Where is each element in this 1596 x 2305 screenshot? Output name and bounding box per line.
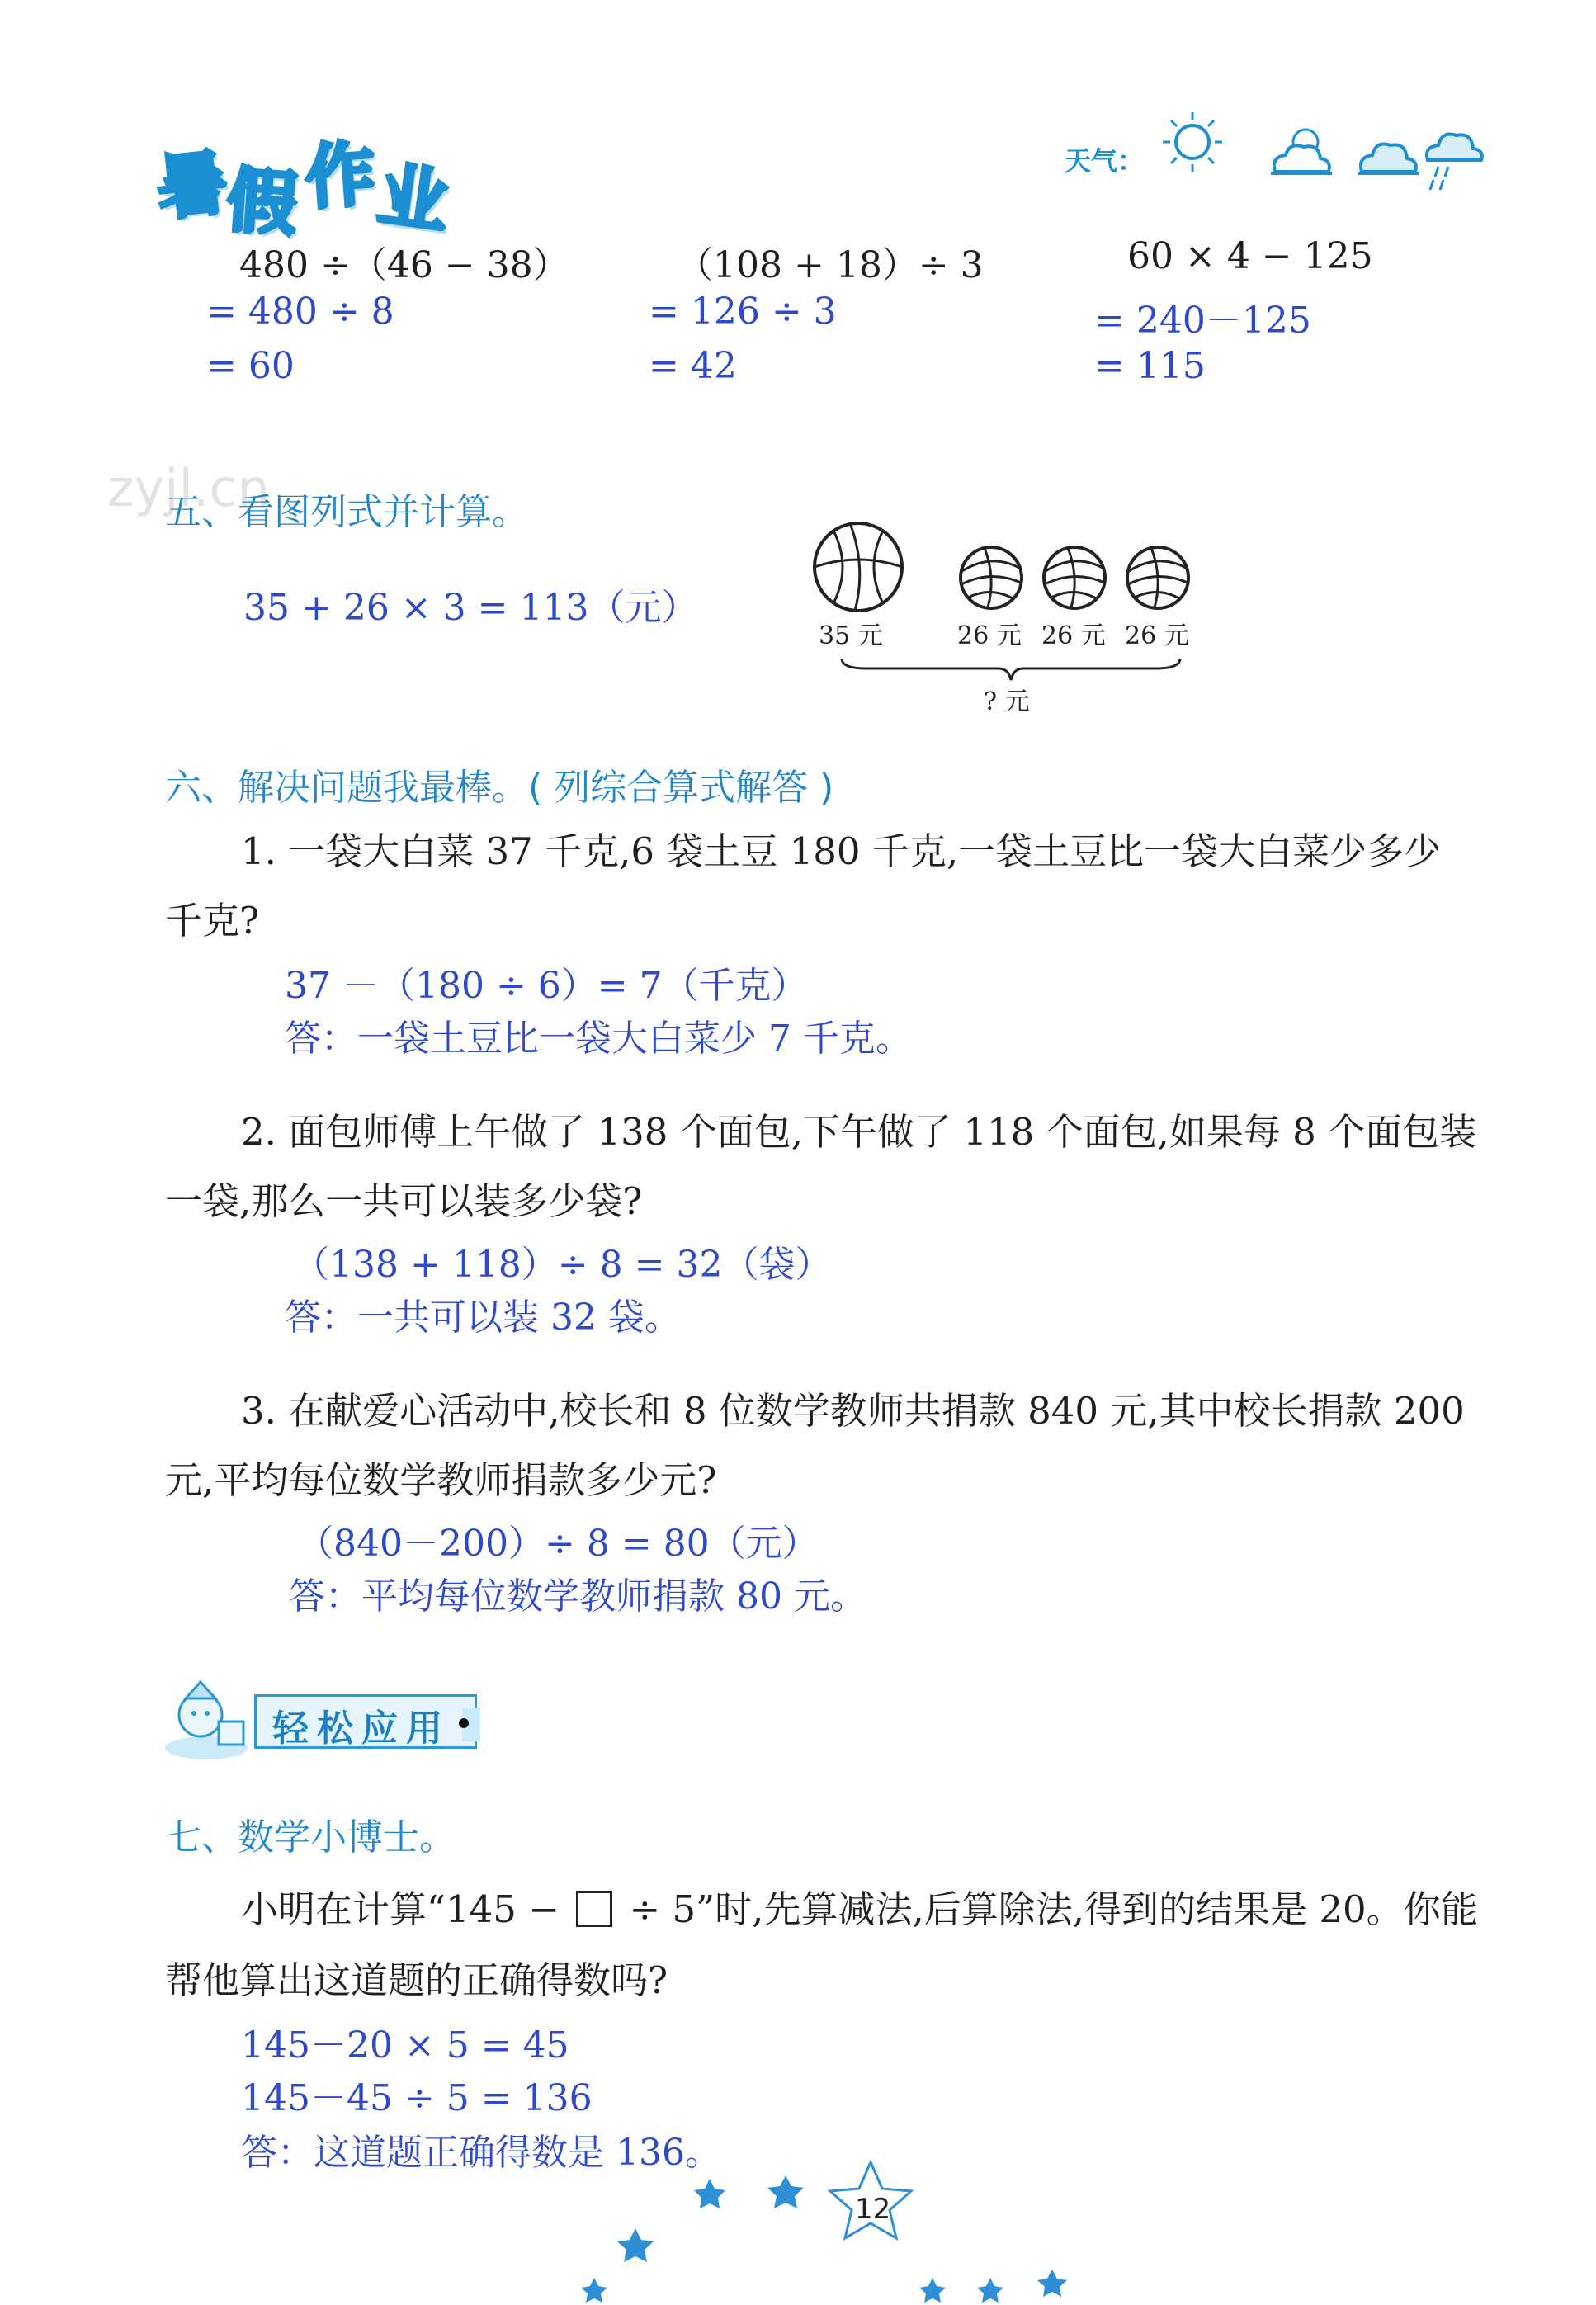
volleyball-icon [1044, 547, 1105, 608]
weather-label: 天气： [1065, 145, 1145, 177]
rain-icon [1427, 135, 1482, 191]
section7-line1 [241, 1875, 1478, 1944]
calc-1-step1: = 480 ÷ 8 [206, 290, 394, 333]
problem3-formula: （840－200）÷ 8 = 80（元） [297, 1523, 819, 1565]
partly-cloudy-icon [1271, 130, 1332, 173]
basketball-icon [815, 523, 902, 611]
problem1-answer: 答：一袋土豆比一袋大白菜少 7 千克。 [285, 1018, 912, 1060]
title-char-1: 暑 [153, 141, 231, 230]
section5-answer: 35 + 26 × 3 = 113（元） [243, 587, 698, 629]
calc-3-step1: = 240－125 [1094, 300, 1311, 342]
balls-diagram [792, 520, 1221, 726]
calc-2-expr: （108 + 18）÷ 3 [677, 244, 984, 286]
calc-2-step1: = 126 ÷ 3 [649, 290, 837, 333]
total-label: ? 元 [984, 687, 1030, 716]
star-icon [617, 2228, 654, 2262]
title-char-3: 作 [303, 133, 378, 219]
price-label-2: 26 元 [957, 621, 1022, 650]
problem3-line1: 3. 在献爱心活动中,校长和 8 位数学教师共捐款 840 元,其中校长捐款 200 [241, 1389, 1465, 1433]
section7-line2: 帮他算出这道题的正确得数吗? [165, 1958, 668, 2002]
problem2-line2: 一袋,那么一共可以装多少袋? [165, 1179, 643, 1223]
section7-formula2: 145－45 ÷ 5 = 136 [241, 2077, 593, 2119]
star-icon [977, 2278, 1003, 2303]
problem2-answer: 答：一共可以装 32 袋。 [285, 1297, 681, 1339]
volleyball-icon [961, 547, 1022, 608]
section7-text-post: ÷ 5”时,先算减法,后算除法,得到的结果是 20。你能 [617, 1887, 1478, 1931]
child-mascot-icon [161, 1674, 252, 1764]
sun-icon [1163, 112, 1222, 172]
calc-3-expr: 60 × 4 − 125 [1127, 235, 1373, 277]
title-char-4: 业 [373, 154, 454, 244]
section7-title: 七、数学小博士。 [165, 1816, 456, 1859]
brace [842, 659, 1180, 680]
title-char-2: 假 [224, 159, 300, 245]
price-label-4: 26 元 [1125, 621, 1189, 650]
weather-icons [1155, 107, 1485, 198]
problem3-answer: 答：平均每位数学教师捐款 80 元。 [289, 1575, 866, 1618]
header-title [153, 116, 470, 245]
problem1-line1: 1. 一袋大白菜 37 千克,6 袋土豆 180 千克,一袋土豆比一袋大白菜少多少 [241, 829, 1442, 873]
star-icon [919, 2278, 946, 2303]
watermark: zyjl.cn [107, 458, 270, 518]
section-tag-label: 轻松应用 [272, 1707, 451, 1750]
star-icon [767, 2175, 804, 2208]
section7-text-pre: 小明在计算“145 − [241, 1887, 572, 1931]
star-icon [581, 2278, 607, 2303]
section7-answer: 答：这道题正确得数是 136。 [241, 2132, 721, 2174]
problem2-formula: （138 + 118）÷ 8 = 32（袋） [293, 1244, 832, 1286]
section5-title: 五、看图列式并计算。 [165, 491, 528, 533]
footer-stars [578, 2154, 1089, 2305]
blank-box [576, 1891, 612, 1927]
price-label-3: 26 元 [1041, 621, 1106, 650]
problem3-line2: 元,平均每位数学教师捐款多少元? [165, 1458, 717, 1502]
section-tag-dot [459, 1718, 469, 1728]
section7-formula1: 145－20 × 5 = 45 [241, 2024, 569, 2066]
calc-1-expr: 480 ÷（46 − 38） [239, 244, 569, 286]
section6-title: 六、解决问题我最棒。( 列综合算式解答 ) [165, 767, 834, 809]
calc-2-step2: = 42 [649, 345, 737, 387]
cloudy-icon [1358, 144, 1419, 174]
price-label-1: 35 元 [819, 621, 883, 650]
calc-1-step2: = 60 [206, 345, 295, 387]
problem1-line2: 千克? [165, 899, 260, 942]
page-number: 12 [855, 2193, 891, 2226]
star-icon [694, 2179, 725, 2208]
calc-3-step2: = 115 [1094, 345, 1206, 387]
problem1-formula: 37 －（180 ÷ 6）= 7（千克） [285, 965, 808, 1007]
star-icon [1037, 2270, 1067, 2297]
volleyball-icon [1127, 547, 1188, 608]
problem2-line1: 2. 面包师傅上午做了 138 个面包,下午做了 118 个面包,如果每 8 个面包装 [241, 1110, 1477, 1154]
